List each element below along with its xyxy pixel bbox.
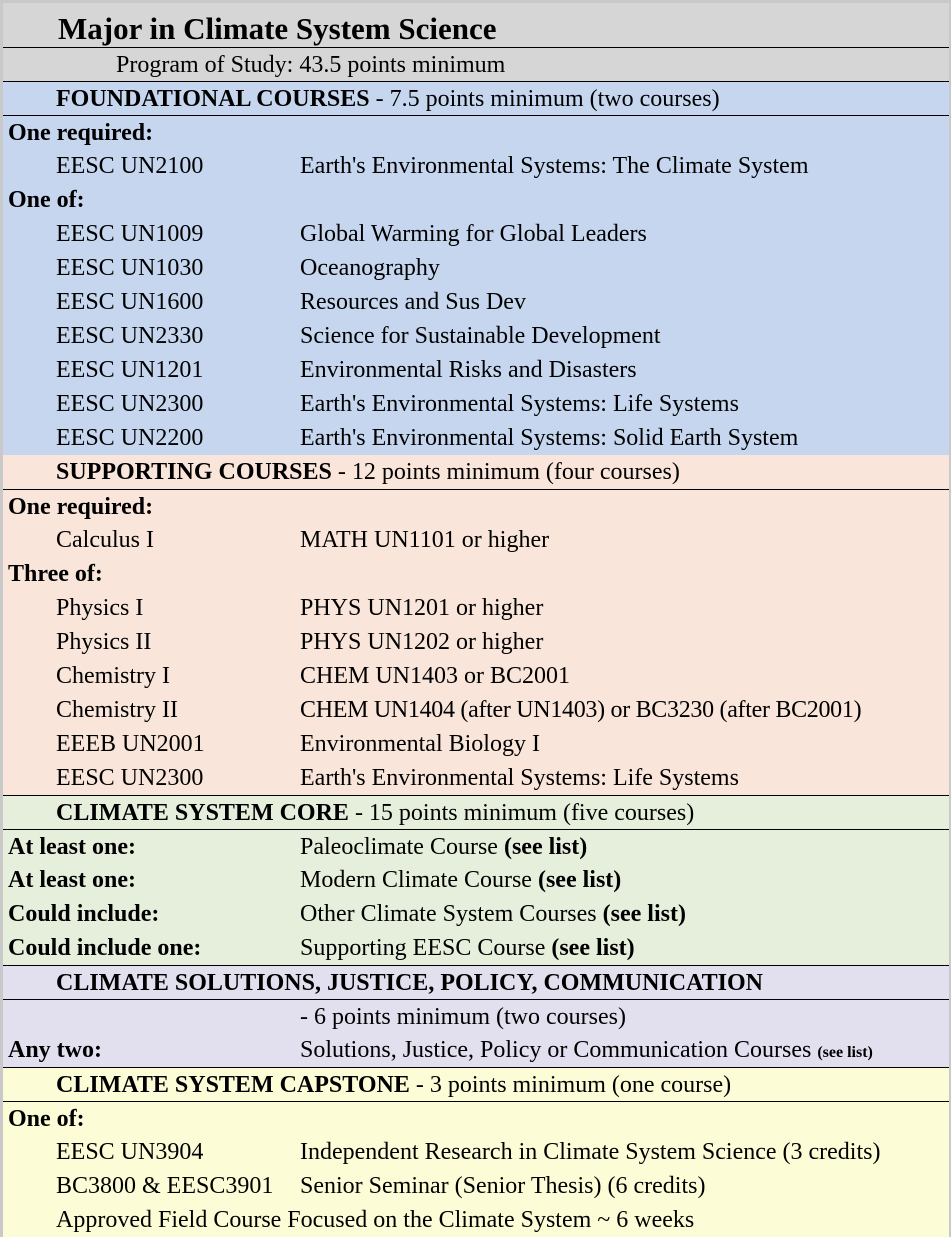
course-row (3, 387, 949, 421)
core-row-label: Could include one: (8, 935, 202, 961)
title-row (3, 3, 949, 47)
capstone-heading-row (3, 1067, 949, 1101)
supporting-choice-label: Three of: (8, 561, 103, 587)
course-name: Earth's Environmental Systems: Life Systems (300, 765, 739, 791)
course-name: Earth's Environmental Systems: The Climate System (300, 153, 809, 179)
solutions-heading-row (3, 965, 949, 999)
core-row-label: At least one: (8, 867, 136, 893)
course-code: Chemistry I (56, 663, 170, 689)
see-list-link[interactable]: (see list) (537, 867, 622, 893)
course-row (3, 625, 949, 659)
supporting-heading (56, 455, 680, 489)
course-name: Oceanography (300, 255, 440, 281)
capstone-choice-label: One of: (8, 1106, 85, 1132)
capstone-choice-label-row (3, 1101, 949, 1135)
course-row (3, 251, 949, 285)
course-row (3, 1135, 949, 1169)
solutions-heading-points: - 6 points minimum (two courses) (300, 1004, 626, 1030)
course-row (3, 285, 949, 319)
course-name: Earth's Environmental Systems: Solid Earth System (300, 425, 799, 451)
course-name: Earth's Environmental Systems: Life Systems (300, 391, 739, 417)
course-row (3, 353, 949, 387)
supporting-required-label-row (3, 489, 949, 523)
course-code: EESC UN2300 (56, 765, 204, 791)
course-row (3, 693, 949, 727)
course-code: EESC UN1201 (56, 357, 204, 383)
course-row (3, 421, 949, 455)
foundational-required-label: One required: (8, 120, 154, 146)
core-row-text (300, 931, 635, 965)
course-row (3, 217, 949, 251)
core-heading-title: CLIMATE SYSTEM CORE (56, 800, 349, 826)
course-code: Chemistry II (56, 697, 178, 723)
core-heading-row (3, 795, 949, 829)
course-code: EESC UN3904 (56, 1139, 204, 1165)
core-course-type: Paleoclimate Course (300, 834, 504, 860)
see-list-link[interactable]: (see list) (602, 901, 686, 927)
course-row (3, 659, 949, 693)
core-row-text (300, 897, 686, 931)
field-course: Approved Field Course Focused on the Climate System ~ 6 weeks (56, 1207, 695, 1233)
course-code: EESC UN1030 (56, 255, 204, 281)
course-name: Global Warming for Global Leaders (300, 221, 647, 247)
course-name: Science for Sustainable Development (300, 323, 661, 349)
foundational-heading-row (3, 81, 949, 115)
course-code: Physics II (56, 629, 152, 655)
solutions-text (300, 1033, 873, 1067)
course-name: PHYS UN1202 or higher (300, 629, 544, 655)
solutions-subheading-row (3, 999, 949, 1033)
core-row (3, 829, 949, 863)
supporting-heading-points: - 12 points minimum (four courses) (331, 459, 680, 485)
core-course-type: Other Climate System Courses (300, 901, 603, 927)
program-summary: Program of Study: 43.5 points minimum (116, 52, 506, 78)
capstone-heading-title: CLIMATE SYSTEM CAPSTONE (56, 1072, 410, 1098)
course-name: PHYS UN1201 or higher (300, 595, 544, 621)
supporting-heading-row (3, 455, 949, 489)
course-code: BC3800 & EESC3901 (56, 1173, 274, 1199)
core-row (3, 863, 949, 897)
core-row (3, 931, 949, 965)
see-list-link[interactable]: (see list) (817, 1044, 873, 1061)
course-name: Environmental Biology I (300, 731, 540, 757)
course-name: Resources and Sus Dev (300, 289, 526, 315)
course-name: MATH UN1101 or higher (300, 527, 550, 553)
course-code: EESC UN1009 (56, 221, 204, 247)
course-row (3, 591, 949, 625)
core-course-type: Supporting EESC Course (300, 935, 552, 961)
capstone-heading-points: - 3 points minimum (one course) (409, 1072, 732, 1098)
solutions-row (3, 1033, 949, 1067)
course-code: EEEB UN2001 (56, 731, 205, 757)
course-name: Senior Seminar (Senior Thesis) (6 credits) (300, 1173, 706, 1199)
course-name: Environmental Risks and Disasters (300, 357, 637, 383)
core-course-type: Modern Climate Course (300, 867, 538, 893)
foundational-heading-title: FOUNDATIONAL COURSES (56, 86, 370, 112)
solutions-course-type: Solutions, Justice, Policy or Communication Courses (300, 1037, 818, 1063)
course-row (3, 523, 949, 557)
foundational-heading-points: - 7.5 points minimum (two courses) (369, 86, 720, 112)
core-row-label: Could include: (8, 901, 160, 927)
course-code: EESC UN2330 (56, 323, 204, 349)
course-row (3, 149, 949, 183)
solutions-label: Any two: (8, 1037, 102, 1063)
core-heading (56, 796, 694, 830)
course-row (3, 1169, 949, 1203)
foundational-choice-label: One of: (8, 187, 85, 213)
course-code: EESC UN2100 (56, 153, 204, 179)
supporting-required-label: One required: (8, 494, 154, 520)
core-heading-points: - 15 points minimum (five courses) (348, 800, 695, 826)
core-row-text (300, 830, 587, 864)
page-title: Major in Climate System Science (58, 11, 497, 46)
course-code: EESC UN2300 (56, 391, 204, 417)
course-name: Independent Research in Climate System Science (3 credits) (300, 1139, 881, 1165)
see-list-link[interactable]: (see list) (503, 834, 588, 860)
course-code: Calculus I (56, 527, 154, 553)
field-course-row (3, 1203, 949, 1237)
program-row (3, 47, 949, 81)
course-code: Physics I (56, 595, 144, 621)
see-list-link[interactable]: (see list) (551, 935, 635, 961)
foundational-choice-label-row (3, 183, 949, 217)
course-name: CHEM UN1404 (after UN1403) or BC3230 (after BC2001) (300, 697, 862, 723)
capstone-heading (56, 1068, 731, 1102)
solutions-heading-title: CLIMATE SOLUTIONS, JUSTICE, POLICY, COMMUNICATION (56, 970, 763, 996)
core-row-label: At least one: (8, 834, 136, 860)
course-row (3, 761, 949, 795)
foundational-required-label-row (3, 115, 949, 149)
course-row (3, 319, 949, 353)
core-row (3, 897, 949, 931)
foundational-heading (56, 82, 720, 116)
course-row (3, 727, 949, 761)
supporting-heading-title: SUPPORTING COURSES (56, 459, 332, 485)
course-name: CHEM UN1403 or BC2001 (300, 663, 571, 689)
supporting-choice-label-row (3, 557, 949, 591)
course-code: EESC UN2200 (56, 425, 204, 451)
core-row-text (300, 863, 621, 897)
course-code: EESC UN1600 (56, 289, 204, 315)
